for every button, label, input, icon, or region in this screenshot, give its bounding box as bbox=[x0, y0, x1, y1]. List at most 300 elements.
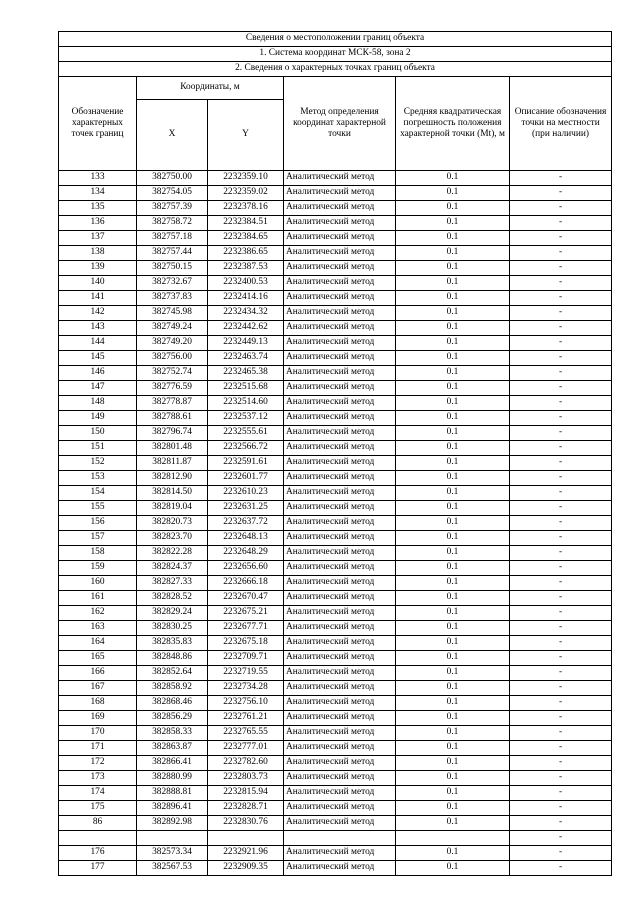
y-coordinate-cell: 2232449.13 bbox=[208, 336, 284, 351]
x-coordinate-cell: 382896.41 bbox=[137, 801, 208, 816]
description-cell: - bbox=[510, 456, 612, 471]
description-cell: - bbox=[510, 366, 612, 381]
table-row bbox=[59, 741, 612, 756]
y-coordinate-cell: 2232434.32 bbox=[208, 306, 284, 321]
table-row bbox=[59, 366, 612, 381]
y-coordinate-cell: 2232359.10 bbox=[208, 171, 284, 186]
y-coordinate-cell: 2232921.96 bbox=[208, 846, 284, 861]
table-row bbox=[59, 471, 612, 486]
method-cell: Аналитический метод bbox=[284, 426, 396, 441]
description-cell: - bbox=[510, 636, 612, 651]
error-cell: 0.1 bbox=[396, 561, 510, 576]
x-coordinate-cell: 382754.05 bbox=[137, 186, 208, 201]
description-cell: - bbox=[510, 531, 612, 546]
description-cell: - bbox=[510, 231, 612, 246]
y-coordinate-cell: 2232400.53 bbox=[208, 276, 284, 291]
point-number-cell: 134 bbox=[59, 186, 137, 201]
error-cell: 0.1 bbox=[396, 696, 510, 711]
y-coordinate-cell: 2232414.16 bbox=[208, 291, 284, 306]
error-cell: 0.1 bbox=[396, 666, 510, 681]
error-cell: 0.1 bbox=[396, 411, 510, 426]
method-cell: Аналитический метод bbox=[284, 711, 396, 726]
description-cell: - bbox=[510, 546, 612, 561]
x-coordinate-cell: 382892.98 bbox=[137, 816, 208, 831]
error-cell: 0.1 bbox=[396, 741, 510, 756]
y-coordinate-cell: 2232719.55 bbox=[208, 666, 284, 681]
point-number-cell bbox=[59, 831, 137, 846]
point-number-cell: 177 bbox=[59, 861, 137, 876]
error-cell: 0.1 bbox=[396, 456, 510, 471]
table-row bbox=[59, 321, 612, 336]
x-coordinate-cell: 382880.99 bbox=[137, 771, 208, 786]
description-cell: - bbox=[510, 516, 612, 531]
y-coordinate-cell: 2232591.61 bbox=[208, 456, 284, 471]
table-row bbox=[59, 606, 612, 621]
error-cell: 0.1 bbox=[396, 606, 510, 621]
method-cell: Аналитический метод bbox=[284, 801, 396, 816]
point-number-cell: 147 bbox=[59, 381, 137, 396]
point-number-cell: 155 bbox=[59, 501, 137, 516]
coordinate-system: 1. Система координат МСК-58, зона 2 bbox=[59, 47, 612, 62]
error-cell: 0.1 bbox=[396, 306, 510, 321]
method-cell: Аналитический метод bbox=[284, 216, 396, 231]
description-cell: - bbox=[510, 486, 612, 501]
method-cell: Аналитический метод bbox=[284, 276, 396, 291]
table-title: Сведения о местоположении границ объекта bbox=[59, 32, 612, 47]
point-number-cell: 138 bbox=[59, 246, 137, 261]
y-coordinate-cell: 2232765.55 bbox=[208, 726, 284, 741]
error-cell: 0.1 bbox=[396, 396, 510, 411]
method-cell: Аналитический метод bbox=[284, 666, 396, 681]
table-row bbox=[59, 846, 612, 861]
description-cell: - bbox=[510, 321, 612, 336]
y-coordinate-cell: 2232670.47 bbox=[208, 591, 284, 606]
description-cell: - bbox=[510, 396, 612, 411]
description-cell: - bbox=[510, 246, 612, 261]
error-cell: 0.1 bbox=[396, 501, 510, 516]
error-cell: 0.1 bbox=[396, 171, 510, 186]
method-cell: Аналитический метод bbox=[284, 771, 396, 786]
point-number-cell: 140 bbox=[59, 276, 137, 291]
description-cell: - bbox=[510, 306, 612, 321]
point-number-cell: 171 bbox=[59, 741, 137, 756]
method-cell: Аналитический метод bbox=[284, 546, 396, 561]
section-title: 2. Сведения о характерных точках границ объекта bbox=[59, 62, 612, 77]
description-cell: - bbox=[510, 411, 612, 426]
method-column-header: Метод определения координат характерной точки bbox=[284, 77, 396, 171]
error-cell: 0.1 bbox=[396, 291, 510, 306]
description-cell: - bbox=[510, 621, 612, 636]
table-row bbox=[59, 531, 612, 546]
description-cell: - bbox=[510, 711, 612, 726]
description-cell: - bbox=[510, 771, 612, 786]
point-number-cell: 142 bbox=[59, 306, 137, 321]
y-coordinate-cell: 2232514.60 bbox=[208, 396, 284, 411]
table-row bbox=[59, 621, 612, 636]
method-cell: Аналитический метод bbox=[284, 381, 396, 396]
description-cell: - bbox=[510, 216, 612, 231]
description-cell: - bbox=[510, 171, 612, 186]
method-cell: Аналитический метод bbox=[284, 861, 396, 876]
x-coordinate-cell: 382750.15 bbox=[137, 261, 208, 276]
error-cell: 0.1 bbox=[396, 681, 510, 696]
x-coordinate-cell: 382858.33 bbox=[137, 726, 208, 741]
coords-column-header: Координаты, м bbox=[137, 77, 284, 100]
method-cell: Аналитический метод bbox=[284, 516, 396, 531]
description-cell: - bbox=[510, 261, 612, 276]
error-cell: 0.1 bbox=[396, 441, 510, 456]
table-row bbox=[59, 426, 612, 441]
y-coordinate-cell: 2232442.62 bbox=[208, 321, 284, 336]
method-cell: Аналитический метод bbox=[284, 336, 396, 351]
point-number-cell: 163 bbox=[59, 621, 137, 636]
error-cell: 0.1 bbox=[396, 711, 510, 726]
y-coordinate-cell: 2232666.18 bbox=[208, 576, 284, 591]
description-cell: - bbox=[510, 381, 612, 396]
y-coordinate-cell: 2232463.74 bbox=[208, 351, 284, 366]
x-coordinate-cell: 382758.72 bbox=[137, 216, 208, 231]
error-cell: 0.1 bbox=[396, 471, 510, 486]
method-cell: Аналитический метод bbox=[284, 291, 396, 306]
point-number-cell: 169 bbox=[59, 711, 137, 726]
method-cell: Аналитический метод bbox=[284, 306, 396, 321]
x-coordinate-cell: 382822.28 bbox=[137, 546, 208, 561]
description-cell: - bbox=[510, 681, 612, 696]
table-row bbox=[59, 396, 612, 411]
description-cell: - bbox=[510, 471, 612, 486]
point-number-cell: 153 bbox=[59, 471, 137, 486]
method-cell: Аналитический метод bbox=[284, 186, 396, 201]
point-number-cell: 167 bbox=[59, 681, 137, 696]
method-cell: Аналитический метод bbox=[284, 366, 396, 381]
description-cell: - bbox=[510, 201, 612, 216]
point-number-cell: 166 bbox=[59, 666, 137, 681]
y-coordinate-cell: 2232830.76 bbox=[208, 816, 284, 831]
x-coordinate-cell: 382757.18 bbox=[137, 231, 208, 246]
y-coordinate-cell: 2232465.38 bbox=[208, 366, 284, 381]
description-cell: - bbox=[510, 561, 612, 576]
point-number-cell: 139 bbox=[59, 261, 137, 276]
point-number-cell: 157 bbox=[59, 531, 137, 546]
error-cell: 0.1 bbox=[396, 531, 510, 546]
error-cell: 0.1 bbox=[396, 726, 510, 741]
point-column-header: Обозначение характерных точек границ bbox=[59, 77, 137, 171]
table-row bbox=[59, 516, 612, 531]
point-number-cell: 148 bbox=[59, 396, 137, 411]
table-row bbox=[59, 336, 612, 351]
method-cell bbox=[284, 831, 396, 846]
y-coordinate-cell: 2232815.94 bbox=[208, 786, 284, 801]
x-coordinate-cell: 382827.33 bbox=[137, 576, 208, 591]
x-coordinate-cell: 382856.29 bbox=[137, 711, 208, 726]
y-coordinate-cell: 2232359.02 bbox=[208, 186, 284, 201]
error-cell: 0.1 bbox=[396, 816, 510, 831]
table-row bbox=[59, 171, 612, 186]
error-cell: 0.1 bbox=[396, 276, 510, 291]
error-cell: 0.1 bbox=[396, 786, 510, 801]
table-row bbox=[59, 456, 612, 471]
x-coordinate-cell: 382757.44 bbox=[137, 246, 208, 261]
coordinate-system-row bbox=[59, 47, 612, 62]
y-coordinate-cell: 2232555.61 bbox=[208, 426, 284, 441]
document-sheet bbox=[58, 31, 611, 876]
point-number-cell: 174 bbox=[59, 786, 137, 801]
method-cell: Аналитический метод bbox=[284, 741, 396, 756]
method-cell: Аналитический метод bbox=[284, 351, 396, 366]
method-cell: Аналитический метод bbox=[284, 681, 396, 696]
y-coordinate-cell: 2232782.60 bbox=[208, 756, 284, 771]
method-cell: Аналитический метод bbox=[284, 441, 396, 456]
method-cell: Аналитический метод bbox=[284, 201, 396, 216]
error-cell: 0.1 bbox=[396, 846, 510, 861]
x-coordinate-cell bbox=[137, 831, 208, 846]
point-number-cell: 172 bbox=[59, 756, 137, 771]
description-cell: - bbox=[510, 756, 612, 771]
error-cell: 0.1 bbox=[396, 261, 510, 276]
point-number-cell: 175 bbox=[59, 801, 137, 816]
y-coordinate-cell bbox=[208, 831, 284, 846]
y-coordinate-cell: 2232378.16 bbox=[208, 201, 284, 216]
x-coordinate-cell: 382820.73 bbox=[137, 516, 208, 531]
table-body bbox=[59, 171, 612, 876]
point-number-cell: 145 bbox=[59, 351, 137, 366]
table-row bbox=[59, 561, 612, 576]
method-cell: Аналитический метод bbox=[284, 576, 396, 591]
method-cell: Аналитический метод bbox=[284, 696, 396, 711]
table-row bbox=[59, 591, 612, 606]
y-coordinate-cell: 2232828.71 bbox=[208, 801, 284, 816]
method-cell: Аналитический метод bbox=[284, 636, 396, 651]
x-coordinate-cell: 382812.90 bbox=[137, 471, 208, 486]
point-number-cell: 86 bbox=[59, 816, 137, 831]
point-number-cell: 165 bbox=[59, 651, 137, 666]
x-coordinate-cell: 382823.70 bbox=[137, 531, 208, 546]
y-coordinate-cell: 2232709.71 bbox=[208, 651, 284, 666]
table-row bbox=[59, 231, 612, 246]
x-coordinate-cell: 382811.87 bbox=[137, 456, 208, 471]
error-cell: 0.1 bbox=[396, 246, 510, 261]
description-cell: - bbox=[510, 786, 612, 801]
method-cell: Аналитический метод bbox=[284, 816, 396, 831]
method-cell: Аналитический метод bbox=[284, 456, 396, 471]
y-coordinate-cell: 2232675.18 bbox=[208, 636, 284, 651]
error-cell: 0.1 bbox=[396, 771, 510, 786]
point-number-cell: 151 bbox=[59, 441, 137, 456]
y-coordinate-cell: 2232734.28 bbox=[208, 681, 284, 696]
point-number-cell: 154 bbox=[59, 486, 137, 501]
error-cell: 0.1 bbox=[396, 576, 510, 591]
table-row bbox=[59, 201, 612, 216]
method-cell: Аналитический метод bbox=[284, 471, 396, 486]
table-row bbox=[59, 756, 612, 771]
method-cell: Аналитический метод bbox=[284, 786, 396, 801]
x-coordinate-cell: 382567.53 bbox=[137, 861, 208, 876]
x-coordinate-cell: 382819.04 bbox=[137, 501, 208, 516]
x-coordinate-cell: 382829.24 bbox=[137, 606, 208, 621]
table-row bbox=[59, 636, 612, 651]
error-cell: 0.1 bbox=[396, 651, 510, 666]
error-cell: 0.1 bbox=[396, 186, 510, 201]
point-number-cell: 156 bbox=[59, 516, 137, 531]
error-cell: 0.1 bbox=[396, 426, 510, 441]
x-coordinate-cell: 382745.98 bbox=[137, 306, 208, 321]
x-coordinate-cell: 382757.39 bbox=[137, 201, 208, 216]
method-cell: Аналитический метод bbox=[284, 606, 396, 621]
table-row bbox=[59, 651, 612, 666]
description-cell: - bbox=[510, 831, 612, 846]
table-row bbox=[59, 486, 612, 501]
y-coordinate-cell: 2232566.72 bbox=[208, 441, 284, 456]
point-number-cell: 158 bbox=[59, 546, 137, 561]
method-cell: Аналитический метод bbox=[284, 171, 396, 186]
point-number-cell: 176 bbox=[59, 846, 137, 861]
error-cell: 0.1 bbox=[396, 486, 510, 501]
y-column-header: Y bbox=[208, 100, 284, 171]
y-coordinate-cell: 2232601.77 bbox=[208, 471, 284, 486]
error-cell: 0.1 bbox=[396, 366, 510, 381]
table-row bbox=[59, 786, 612, 801]
table-row bbox=[59, 546, 612, 561]
table-row bbox=[59, 411, 612, 426]
table-row bbox=[59, 441, 612, 456]
description-cell: - bbox=[510, 816, 612, 831]
description-cell: - bbox=[510, 861, 612, 876]
point-number-cell: 141 bbox=[59, 291, 137, 306]
point-number-cell: 136 bbox=[59, 216, 137, 231]
table-row bbox=[59, 276, 612, 291]
x-coordinate-cell: 382732.67 bbox=[137, 276, 208, 291]
point-number-cell: 146 bbox=[59, 366, 137, 381]
table-row bbox=[59, 861, 612, 876]
x-coordinate-cell: 382858.92 bbox=[137, 681, 208, 696]
description-cell: - bbox=[510, 291, 612, 306]
error-cell: 0.1 bbox=[396, 801, 510, 816]
x-coordinate-cell: 382828.52 bbox=[137, 591, 208, 606]
point-number-cell: 149 bbox=[59, 411, 137, 426]
boundary-points-table bbox=[58, 31, 612, 876]
x-coordinate-cell: 382830.25 bbox=[137, 621, 208, 636]
point-number-cell: 133 bbox=[59, 171, 137, 186]
table-row bbox=[59, 246, 612, 261]
title-row bbox=[59, 32, 612, 47]
table-row bbox=[59, 831, 612, 846]
x-coordinate-cell: 382866.41 bbox=[137, 756, 208, 771]
x-coordinate-cell: 382852.64 bbox=[137, 666, 208, 681]
description-cell: - bbox=[510, 276, 612, 291]
point-number-cell: 170 bbox=[59, 726, 137, 741]
x-coordinate-cell: 382752.74 bbox=[137, 366, 208, 381]
y-coordinate-cell: 2232803.73 bbox=[208, 771, 284, 786]
description-cell: - bbox=[510, 591, 612, 606]
table-row bbox=[59, 351, 612, 366]
x-coordinate-cell: 382888.81 bbox=[137, 786, 208, 801]
point-number-cell: 137 bbox=[59, 231, 137, 246]
x-coordinate-cell: 382801.48 bbox=[137, 441, 208, 456]
error-cell: 0.1 bbox=[396, 591, 510, 606]
error-cell: 0.1 bbox=[396, 546, 510, 561]
method-cell: Аналитический метод bbox=[284, 411, 396, 426]
point-number-cell: 161 bbox=[59, 591, 137, 606]
table-row bbox=[59, 501, 612, 516]
x-coordinate-cell: 382749.20 bbox=[137, 336, 208, 351]
error-cell: 0.1 bbox=[396, 756, 510, 771]
description-cell: - bbox=[510, 336, 612, 351]
error-cell bbox=[396, 831, 510, 846]
method-cell: Аналитический метод bbox=[284, 231, 396, 246]
description-cell: - bbox=[510, 501, 612, 516]
method-cell: Аналитический метод bbox=[284, 486, 396, 501]
point-number-cell: 168 bbox=[59, 696, 137, 711]
description-cell: - bbox=[510, 846, 612, 861]
method-cell: Аналитический метод bbox=[284, 726, 396, 741]
table-row bbox=[59, 816, 612, 831]
error-cell: 0.1 bbox=[396, 216, 510, 231]
table-row bbox=[59, 801, 612, 816]
error-cell: 0.1 bbox=[396, 201, 510, 216]
y-coordinate-cell: 2232909.35 bbox=[208, 861, 284, 876]
x-coordinate-cell: 382776.59 bbox=[137, 381, 208, 396]
point-number-cell: 135 bbox=[59, 201, 137, 216]
x-coordinate-cell: 382863.87 bbox=[137, 741, 208, 756]
error-cell: 0.1 bbox=[396, 636, 510, 651]
description-cell: - bbox=[510, 576, 612, 591]
description-cell: - bbox=[510, 426, 612, 441]
method-cell: Аналитический метод bbox=[284, 591, 396, 606]
error-cell: 0.1 bbox=[396, 231, 510, 246]
x-coordinate-cell: 382868.46 bbox=[137, 696, 208, 711]
error-cell: 0.1 bbox=[396, 381, 510, 396]
method-cell: Аналитический метод bbox=[284, 261, 396, 276]
error-column-header: Средняя квадратическая погрешность положения характерной точки (Mt), м bbox=[396, 77, 510, 171]
point-number-cell: 173 bbox=[59, 771, 137, 786]
table-row bbox=[59, 576, 612, 591]
y-coordinate-cell: 2232384.65 bbox=[208, 231, 284, 246]
y-coordinate-cell: 2232648.13 bbox=[208, 531, 284, 546]
table-row bbox=[59, 726, 612, 741]
description-cell: - bbox=[510, 351, 612, 366]
y-coordinate-cell: 2232656.60 bbox=[208, 561, 284, 576]
method-cell: Аналитический метод bbox=[284, 531, 396, 546]
y-coordinate-cell: 2232761.21 bbox=[208, 711, 284, 726]
section-row bbox=[59, 62, 612, 77]
point-number-cell: 160 bbox=[59, 576, 137, 591]
method-cell: Аналитический метод bbox=[284, 396, 396, 411]
error-cell: 0.1 bbox=[396, 351, 510, 366]
point-number-cell: 144 bbox=[59, 336, 137, 351]
table-row bbox=[59, 696, 612, 711]
table-row bbox=[59, 186, 612, 201]
table-row bbox=[59, 261, 612, 276]
y-coordinate-cell: 2232777.01 bbox=[208, 741, 284, 756]
table-row bbox=[59, 216, 612, 231]
column-header-row bbox=[59, 77, 612, 100]
description-cell: - bbox=[510, 606, 612, 621]
error-cell: 0.1 bbox=[396, 516, 510, 531]
description-cell: - bbox=[510, 186, 612, 201]
method-cell: Аналитический метод bbox=[284, 756, 396, 771]
x-coordinate-cell: 382573.34 bbox=[137, 846, 208, 861]
point-number-cell: 152 bbox=[59, 456, 137, 471]
x-coordinate-cell: 382749.24 bbox=[137, 321, 208, 336]
table-row bbox=[59, 711, 612, 726]
method-cell: Аналитический метод bbox=[284, 651, 396, 666]
error-cell: 0.1 bbox=[396, 321, 510, 336]
description-cell: - bbox=[510, 441, 612, 456]
point-number-cell: 164 bbox=[59, 636, 137, 651]
table-row bbox=[59, 681, 612, 696]
y-coordinate-cell: 2232756.10 bbox=[208, 696, 284, 711]
x-coordinate-cell: 382750.00 bbox=[137, 171, 208, 186]
